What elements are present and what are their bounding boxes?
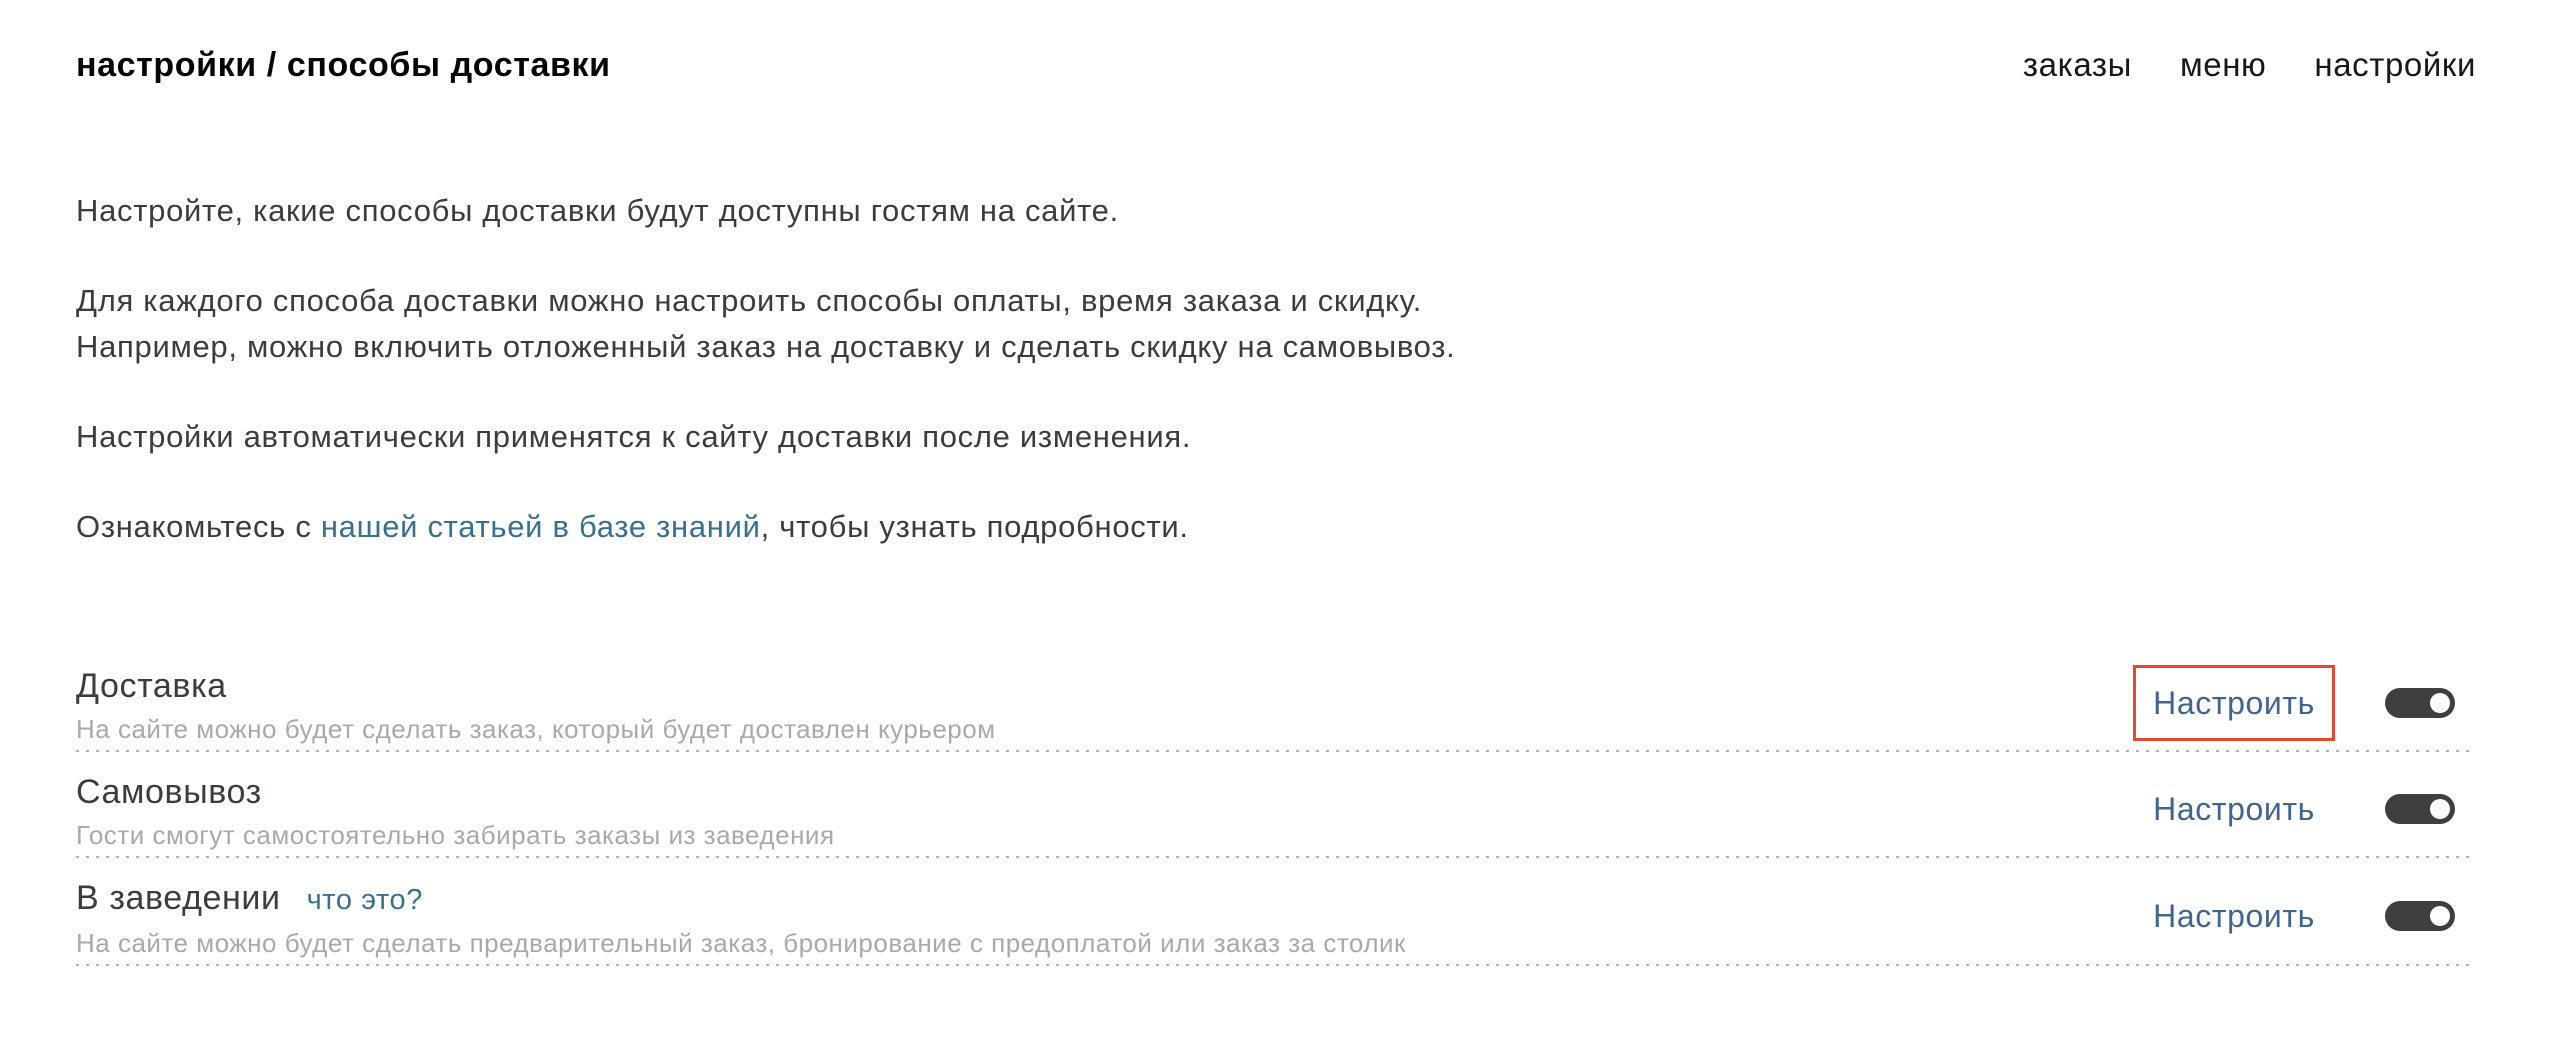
knowledge-base-link[interactable]: нашей статьей в базе знаний (320, 509, 761, 544)
delivery-method-row-delivery (76, 646, 2476, 750)
delivery-method-row-in-venue (76, 858, 2476, 964)
in-venue-toggle[interactable] (2385, 901, 2455, 931)
paragraph-4-before: Ознакомьтесь с (76, 509, 321, 544)
delivery-methods-list (76, 646, 2476, 966)
paragraph-4-after: , чтобы узнать подробности. (760, 509, 1189, 544)
nav-item-menu[interactable]: меню (2179, 46, 2267, 83)
toggle-knob (2430, 799, 2450, 819)
method-actions (2133, 762, 2476, 856)
method-description: Гости смогут самостоятельно забирать заказы из заведения (76, 820, 835, 850)
intro-paragraph-2 (76, 278, 2476, 370)
intro-paragraph-1: Настройте, какие способы доставки будут доступны гостям на сайте. (76, 193, 1119, 228)
method-title: Самовывоз (76, 773, 262, 811)
method-info (76, 858, 2133, 964)
method-description: На сайте можно будет сделать заказ, который будет доставлен курьером (76, 714, 996, 744)
configure-link-delivery[interactable]: Настроить (2153, 684, 2315, 721)
configure-slot (2133, 878, 2335, 954)
delivery-method-row-pickup (76, 752, 2476, 856)
header (76, 0, 2476, 88)
nav-item-settings[interactable]: настройки (2314, 46, 2476, 83)
delivery-toggle[interactable] (2385, 688, 2455, 718)
breadcrumb-title: настройки / способы доставки (76, 46, 611, 84)
toggle-knob (2430, 693, 2450, 713)
intro-text (76, 188, 2476, 550)
method-title (76, 876, 2133, 922)
method-title-text: В заведении (76, 879, 281, 917)
intro-paragraph-3: Настройки автоматически применятся к сайту доставки после изменения. (76, 419, 1192, 454)
intro-paragraph-2-line-1: Для каждого способа доставки можно настроить способы оплаты, время заказа и скидку. (76, 283, 1423, 318)
method-description: На сайте можно будет сделать предварительный заказ, бронирование с предоплатой или заказ за столик (76, 928, 1406, 958)
method-actions (2133, 656, 2476, 750)
method-info (76, 752, 2133, 856)
pickup-toggle[interactable] (2385, 794, 2455, 824)
intro-paragraph-4 (76, 504, 2476, 550)
what-is-this-link[interactable]: что это? (306, 884, 424, 916)
row-divider (76, 964, 2476, 966)
method-title: Доставка (76, 667, 227, 705)
method-info (76, 646, 2133, 750)
configure-link-pickup[interactable]: Настроить (2153, 790, 2315, 827)
nav-item-orders[interactable]: заказы (2022, 46, 2132, 83)
configure-slot (2133, 771, 2335, 847)
toggle-knob (2430, 906, 2450, 926)
top-nav (2023, 42, 2476, 88)
annotation-highlight-box (2133, 665, 2335, 741)
method-actions (2133, 868, 2476, 964)
intro-paragraph-2-line-2: Например, можно включить отложенный заказ на доставку и сделать скидку на самовывоз. (76, 329, 1456, 364)
configure-link-in-venue[interactable]: Настроить (2153, 897, 2315, 934)
